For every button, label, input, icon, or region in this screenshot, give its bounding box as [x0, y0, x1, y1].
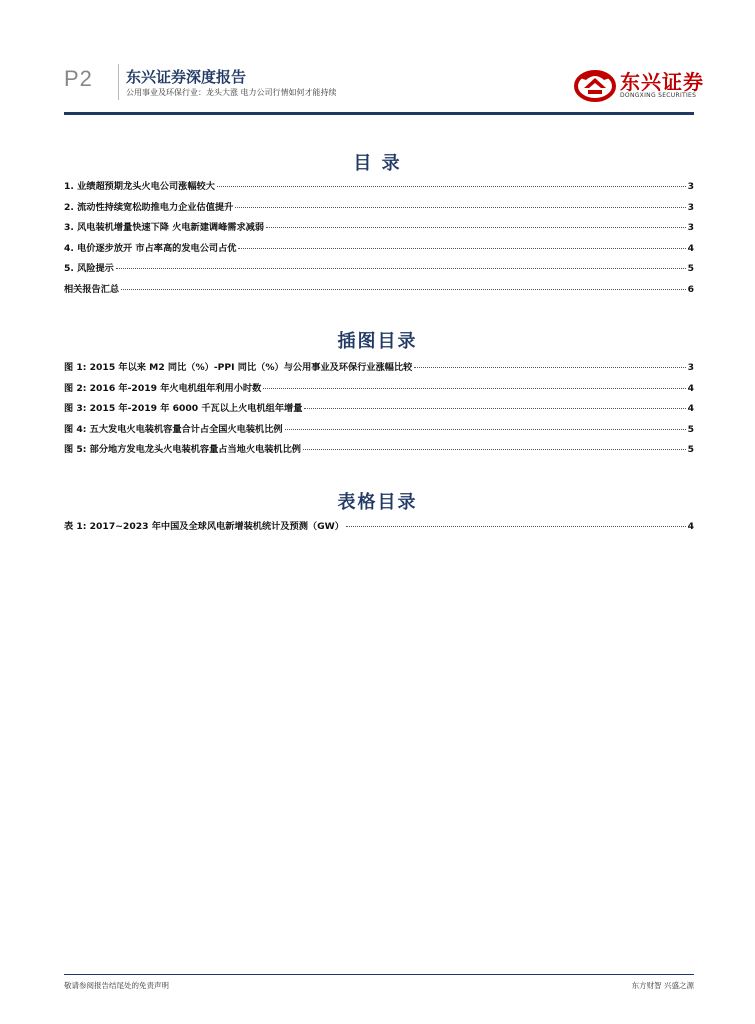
footer-rule: [64, 974, 694, 975]
figure-item[interactable]: 图 1: 2015 年以来 M2 同比（%）-PPI 同比（%）与公用事业及环保行业涨幅比较 3: [64, 362, 694, 373]
figures-title: 插图目录: [337, 331, 418, 352]
figure-item[interactable]: 图 2: 2016 年-2019 年火电机组年利用小时数 4: [64, 382, 694, 394]
header-rule: [64, 112, 694, 115]
toc-item[interactable]: 相关报告汇总 6: [64, 283, 694, 295]
toc-item[interactable]: 5. 风险提示 5: [64, 263, 694, 275]
figure-item[interactable]: 图 3: 2015 年-2019 年 6000 千瓦以上火电机组年增量 4: [64, 403, 694, 415]
toc-item[interactable]: 3. 风电装机增量快速下降 火电新建调峰需求减弱 3: [64, 222, 694, 234]
toc-item[interactable]: 4. 电价逐步放开 市占率高的发电公司占优 4: [64, 242, 694, 254]
page-header: [64, 60, 704, 116]
toc-title: 目 录: [353, 153, 402, 174]
company-logo: [574, 64, 704, 104]
footer-slogan: 东方财智 兴盛之源: [631, 981, 694, 990]
toc-list: [64, 178, 694, 302]
disclaimer-note: 敬请参阅报告结尾处的免责声明: [64, 981, 169, 990]
figures-list: [64, 359, 694, 462]
logo-mark-icon: [574, 66, 616, 102]
tables-list: [64, 518, 694, 539]
figure-item[interactable]: 图 4: 五大发电火电装机容量合计占全国火电装机比例 5: [64, 423, 694, 435]
table-item[interactable]: 表 1: 2017~2023 年中国及全球风电新增装机统计及预测（GW） 4: [64, 521, 694, 532]
toc-item[interactable]: 1. 业绩超预期龙头火电公司涨幅较大 3: [64, 181, 694, 192]
report-title: 东兴证券深度报告: [126, 68, 247, 86]
logo-english: DONGXING SECURITIES: [620, 92, 697, 99]
report-subtitle: 公用事业及环保行业：龙头大涨 电力公司行情如何才能持续: [126, 88, 337, 97]
logo-text: 东兴证券: [620, 70, 704, 94]
header-divider: [118, 64, 119, 100]
toc-item[interactable]: 2. 流动性持续宽松助推电力企业估值提升 3: [64, 201, 694, 213]
figure-item[interactable]: 图 5: 部分地方发电龙头火电装机容量占当地火电装机比例 5: [64, 444, 694, 456]
page-number: P2: [64, 66, 93, 91]
tables-title: 表格目录: [337, 492, 418, 513]
